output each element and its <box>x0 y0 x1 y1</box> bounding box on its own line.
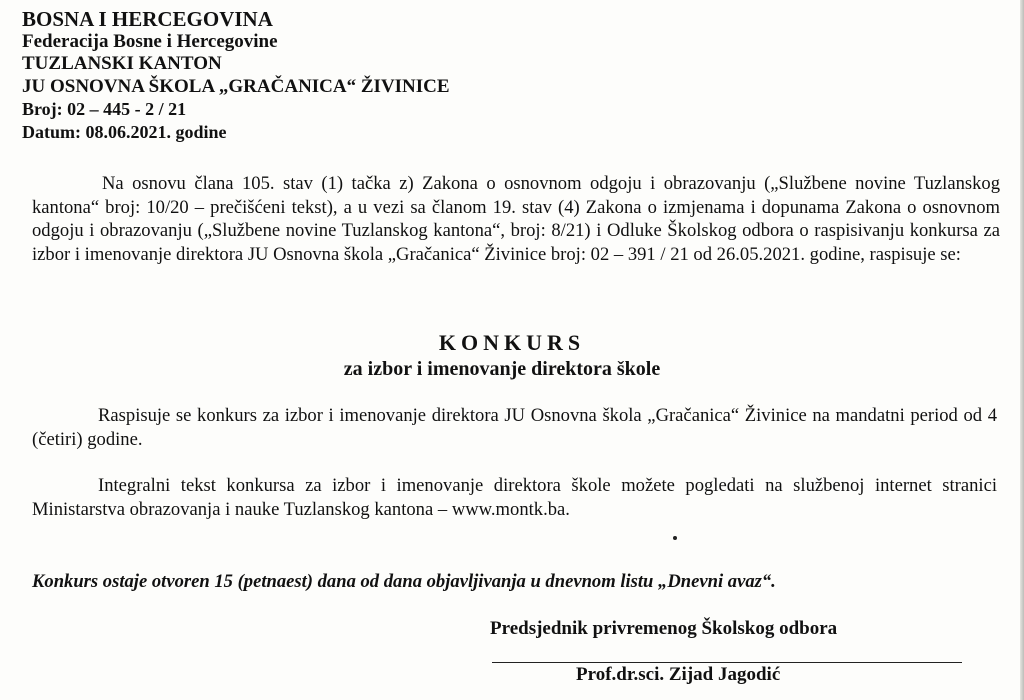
document-subtitle: za izbor i imenovanje direktora škole <box>343 358 661 380</box>
signature-name: Prof.dr.sci. Zijad Jagodić <box>576 664 781 685</box>
header-canton: TUZLANSKI KANTON <box>22 53 222 74</box>
deadline-paragraph: Konkurs ostaje otvoren 15 (petnaest) dana od dana objavljivanja u dnevnom listu „Dnevni avaz“. <box>32 571 776 592</box>
intro-paragraph: Na osnovu člana 105. stav (1) tačka z) Zakona o osnovnom odgoju i obrazovanju („Službene novine Tuzlanskog kantona“ broj: 10/20 – prečišćeni tekst), a u vezi sa članom 19. stav (4) Zakona o izmjenama i dopunama Zakona o osnovnom odgoju i obrazovanju („Službene novine Tuzlanskog kantona“, broj: 8/21) i Odluke Školskog odbora o raspisivanju konkursa za izbor i imenovanje direktora JU Osnovna škola „Gračanica“ Živinice broj: 02 – 391 / 21 od 26.05.2021. godine, raspisuje se: <box>32 173 1000 265</box>
header-entity: Federacija Bosne i Hercegovine <box>22 30 278 52</box>
document-title: KONKURS <box>438 330 586 355</box>
scan-edge <box>1020 0 1024 700</box>
header-number: Broj: 02 – 445 - 2 / 21 <box>22 99 187 119</box>
document-header <box>22 8 450 143</box>
ink-dot <box>673 536 677 540</box>
announcement-paragraph: Raspisuje se konkurs za izbor i imenovanje direktora JU Osnovna škola „Gračanica“ Živinice na mandatni period od 4 (četiri) godine. <box>32 405 997 450</box>
header-school: JU OSNOVNA ŠKOLA „GRAČANICA“ ŽIVINICE <box>22 75 450 97</box>
header-date: Datum: 08.06.2021. godine <box>22 121 227 142</box>
info-paragraph: Integralni tekst konkursa za izbor i imenovanje direktora škole možete pogledati na službenoj internet stranici Ministarstva obrazovanja i nauke Tuzlanskog kantona – www.montk.ba. <box>32 475 997 520</box>
signature-line <box>492 662 962 663</box>
header-country: BOSNA I HERCEGOVINA <box>22 7 273 31</box>
signature-role: Predsjednik privremenog Školskog odbora <box>490 618 838 639</box>
